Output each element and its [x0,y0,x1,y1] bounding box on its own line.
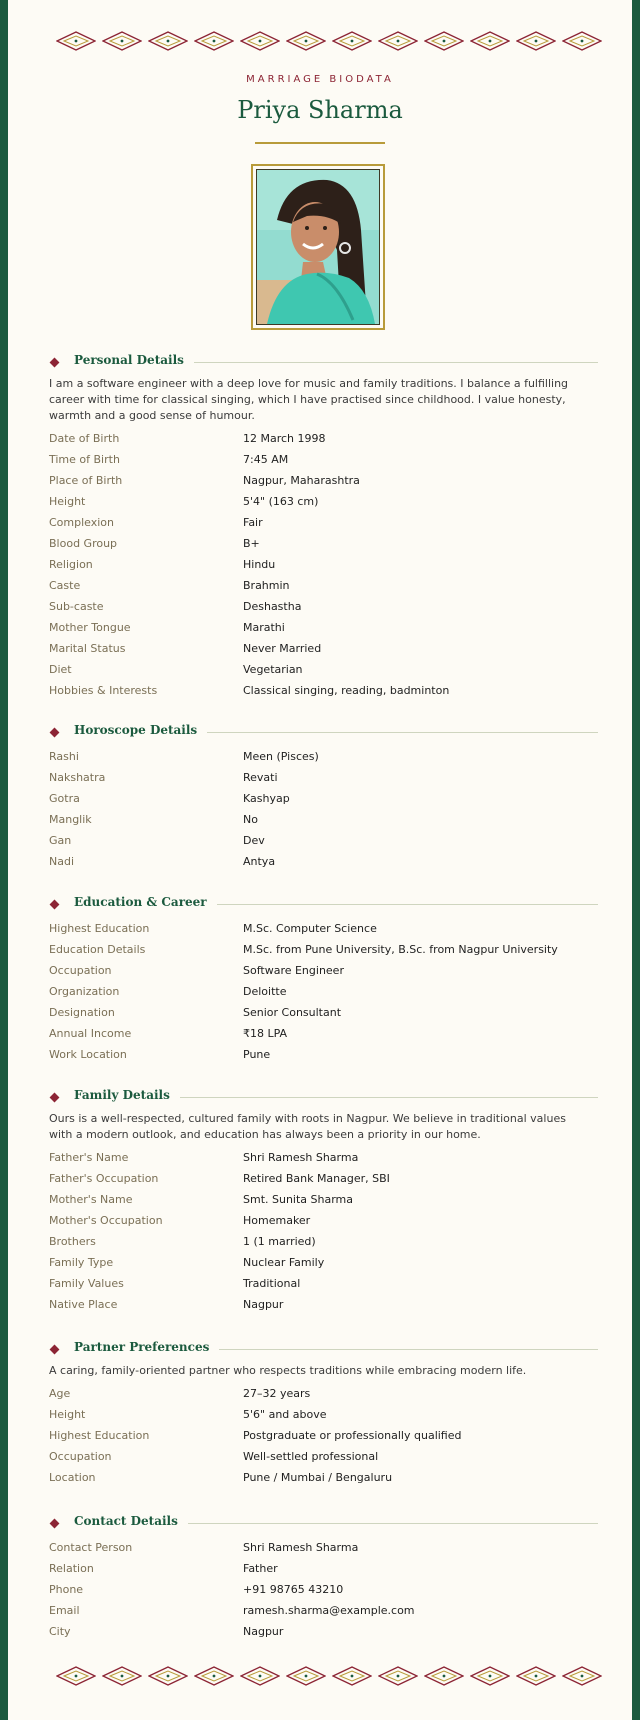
top-ornament-border [56,30,602,52]
diamond-ornament-icon [562,30,602,52]
diamond-ornament-icon [562,1665,602,1687]
detail-label: Nadi [49,855,75,868]
diamond-ornament-icon [102,1665,142,1687]
detail-row [49,1023,598,1044]
detail-label: Highest Education [49,1429,150,1442]
detail-value: +91 98765 43210 [243,1583,344,1596]
horoscope-details-section [49,722,598,872]
detail-label: Email [49,1604,80,1617]
detail-row [49,470,598,491]
detail-label: Annual Income [49,1027,132,1040]
detail-value: Nagpur, Maharashtra [243,474,360,487]
detail-label: Mother's Occupation [49,1214,163,1227]
detail-label: Education Details [49,943,146,956]
diamond-bullet-icon [50,728,60,738]
section-title: Horoscope Details [74,723,207,737]
detail-row [49,1467,598,1488]
detail-row [49,1147,598,1168]
detail-value: 5'6" and above [243,1408,327,1421]
detail-label: Nakshatra [49,771,106,784]
detail-row [49,1537,598,1558]
detail-row [49,491,598,512]
diamond-bullet-icon [50,358,60,368]
detail-value: 7:45 AM [243,453,289,466]
detail-label: Occupation [49,964,112,977]
detail-label: Gan [49,834,72,847]
contact-details-rows [49,1537,598,1642]
diamond-bullet-icon [50,1345,60,1355]
detail-label: Complexion [49,516,115,529]
detail-row [49,1168,598,1189]
biodata-page [8,0,632,1720]
detail-label: Manglik [49,813,92,826]
detail-label: Phone [49,1583,84,1596]
diamond-ornament-icon [378,30,418,52]
detail-label: Father's Name [49,1151,129,1164]
contact-details-section [49,1513,598,1642]
photo-frame [251,164,385,330]
detail-value: 12 March 1998 [243,432,326,445]
detail-value: M.Sc. Computer Science [243,922,377,935]
detail-value: 5'4" (163 cm) [243,495,319,508]
detail-value: Nagpur [243,1625,284,1638]
section-heading [49,352,598,372]
diamond-ornament-icon [194,30,234,52]
personal-details-section [49,352,598,701]
partner-preferences-rows [49,1383,598,1488]
detail-row [49,830,598,851]
detail-row [49,1404,598,1425]
detail-value: Fair [243,516,263,529]
section-title: Education & Career [74,895,217,909]
detail-value: M.Sc. from Pune University, B.Sc. from Nagpur University [243,943,558,956]
diamond-ornament-icon [148,30,188,52]
detail-row [49,960,598,981]
detail-label: City [49,1625,71,1638]
horoscope-details-rows [49,746,598,872]
diamond-ornament-icon [194,1665,234,1687]
detail-row [49,851,598,872]
detail-value: Antya [243,855,276,868]
detail-row [49,918,598,939]
family-intro: Ours is a well-respected, cultured family with roots in Nagpur. We believe in traditional values with a modern outlook, and education has always been a priority in our home. [49,1112,566,1141]
detail-value: Retired Bank Manager, SBI [243,1172,390,1185]
detail-label: Diet [49,663,72,676]
detail-label: Contact Person [49,1541,133,1554]
detail-label: Sub-caste [49,600,104,613]
detail-value: ramesh.sharma@example.com [243,1604,415,1617]
detail-row [49,1600,598,1621]
diamond-ornament-icon [56,1665,96,1687]
detail-value: Shri Ramesh Sharma [243,1151,359,1164]
detail-value: Shri Ramesh Sharma [243,1541,359,1554]
detail-row [49,533,598,554]
diamond-ornament-icon [424,30,464,52]
diamond-ornament-icon [516,1665,556,1687]
detail-value: 1 (1 married) [243,1235,316,1248]
diamond-ornament-icon [148,1665,188,1687]
family-details-rows [49,1147,598,1315]
detail-row [49,1002,598,1023]
detail-row [49,596,598,617]
section-title: Personal Details [74,353,194,367]
candidate-photo [256,169,380,325]
detail-row [49,809,598,830]
detail-row [49,1189,598,1210]
diamond-ornament-icon [424,1665,464,1687]
detail-row [49,1621,598,1642]
detail-value: Dev [243,834,265,847]
diamond-bullet-icon [50,1519,60,1529]
detail-label: Religion [49,558,93,571]
section-heading [49,1339,598,1359]
portrait-illustration [257,170,379,324]
diamond-ornament-icon [470,1665,510,1687]
detail-row [49,449,598,470]
section-heading [49,894,598,914]
detail-value: Hindu [243,558,276,571]
detail-value: Brahmin [243,579,290,592]
detail-label: Mother Tongue [49,621,131,634]
personal-details-rows [49,428,598,701]
detail-label: Family Type [49,1256,114,1269]
detail-row [49,767,598,788]
diamond-ornament-icon [470,30,510,52]
detail-row [49,1044,598,1065]
section-title: Partner Preferences [74,1340,219,1354]
diamond-ornament-icon [56,30,96,52]
detail-row [49,1252,598,1273]
detail-label: Marital Status [49,642,126,655]
detail-label: Height [49,1408,86,1421]
section-title: Family Details [74,1088,180,1102]
detail-value: Software Engineer [243,964,344,977]
detail-value: Nagpur [243,1298,284,1311]
detail-value: ₹18 LPA [243,1027,288,1040]
diamond-ornament-icon [286,1665,326,1687]
detail-row [49,1383,598,1404]
detail-value: Meen (Pisces) [243,750,319,763]
detail-label: Height [49,495,86,508]
diamond-ornament-icon [378,1665,418,1687]
diamond-ornament-icon [332,1665,372,1687]
detail-row [49,512,598,533]
section-title: Contact Details [74,1514,188,1528]
education-career-section [49,894,598,1065]
diamond-bullet-icon [50,1093,60,1103]
bottom-ornament-border [56,1665,602,1687]
detail-value: Nuclear Family [243,1256,325,1269]
detail-value: Well-settled professional [243,1450,379,1463]
section-heading [49,1087,598,1107]
detail-label: Designation [49,1006,115,1019]
section-heading [49,722,598,742]
detail-label: Age [49,1387,71,1400]
detail-label: Father's Occupation [49,1172,159,1185]
detail-value: Deshastha [243,600,302,613]
detail-label: Date of Birth [49,432,120,445]
detail-row [49,1446,598,1467]
detail-value: Vegetarian [243,663,303,676]
detail-row [49,575,598,596]
detail-row [49,1273,598,1294]
detail-row [49,981,598,1002]
detail-label: Work Location [49,1048,127,1061]
detail-label: Native Place [49,1298,118,1311]
diamond-ornament-icon [240,1665,280,1687]
detail-value: 27–32 years [243,1387,311,1400]
detail-label: Occupation [49,1450,112,1463]
detail-label: Location [49,1471,96,1484]
partner-preferences-section [49,1339,598,1488]
diamond-ornament-icon [240,30,280,52]
section-heading [49,1513,598,1533]
detail-value: Senior Consultant [243,1006,342,1019]
diamond-ornament-icon [516,30,556,52]
detail-label: Caste [49,579,81,592]
detail-label: Blood Group [49,537,118,550]
candidate-name: Priya Sharma [237,96,403,124]
detail-row [49,939,598,960]
detail-label: Highest Education [49,922,150,935]
detail-row [49,788,598,809]
detail-label: Time of Birth [49,453,120,466]
title-divider [255,142,385,144]
detail-value: No [243,813,258,826]
detail-value: Postgraduate or professionally qualified [243,1429,462,1442]
detail-row [49,428,598,449]
detail-value: Traditional [243,1277,301,1290]
document-type-label: MARRIAGE BIODATA [246,74,394,85]
detail-label: Gotra [49,792,80,805]
detail-value: Father [243,1562,278,1575]
detail-label: Place of Birth [49,474,123,487]
detail-row [49,746,598,767]
detail-value: B+ [243,537,260,550]
detail-value: Kashyap [243,792,290,805]
detail-value: Classical singing, reading, badminton [243,684,450,697]
detail-label: Mother's Name [49,1193,133,1206]
diamond-ornament-icon [332,30,372,52]
detail-row [49,1579,598,1600]
detail-value: Marathi [243,621,285,634]
personal-intro: I am a software engineer with a deep love for music and family traditions. I balance a fulfilling career with time for classical singing, which I have practised since childhood. I value honesty, warmth and a good sense of humour. [49,377,569,422]
detail-row [49,638,598,659]
diamond-bullet-icon [50,900,60,910]
detail-label: Organization [49,985,120,998]
detail-value: Smt. Sunita Sharma [243,1193,354,1206]
education-career-rows [49,918,598,1065]
detail-row [49,1425,598,1446]
detail-row [49,617,598,638]
diamond-ornament-icon [102,30,142,52]
detail-label: Relation [49,1562,94,1575]
detail-row [49,1558,598,1579]
detail-value: Homemaker [243,1214,311,1227]
detail-label: Brothers [49,1235,96,1248]
detail-value: Never Married [243,642,322,655]
detail-row [49,1210,598,1231]
detail-value: Revati [243,771,278,784]
detail-row [49,1294,598,1315]
diamond-ornament-icon [286,30,326,52]
family-details-section [49,1087,598,1315]
detail-row [49,659,598,680]
detail-label: Hobbies & Interests [49,684,158,697]
detail-label: Rashi [49,750,79,763]
detail-label: Family Values [49,1277,124,1290]
detail-row [49,680,598,701]
detail-row [49,1231,598,1252]
partner-intro: A caring, family-oriented partner who respects traditions while embracing modern life. [49,1364,527,1377]
detail-value: Pune / Mumbai / Bengaluru [243,1471,393,1484]
detail-value: Deloitte [243,985,287,998]
detail-row [49,554,598,575]
detail-value: Pune [243,1048,271,1061]
